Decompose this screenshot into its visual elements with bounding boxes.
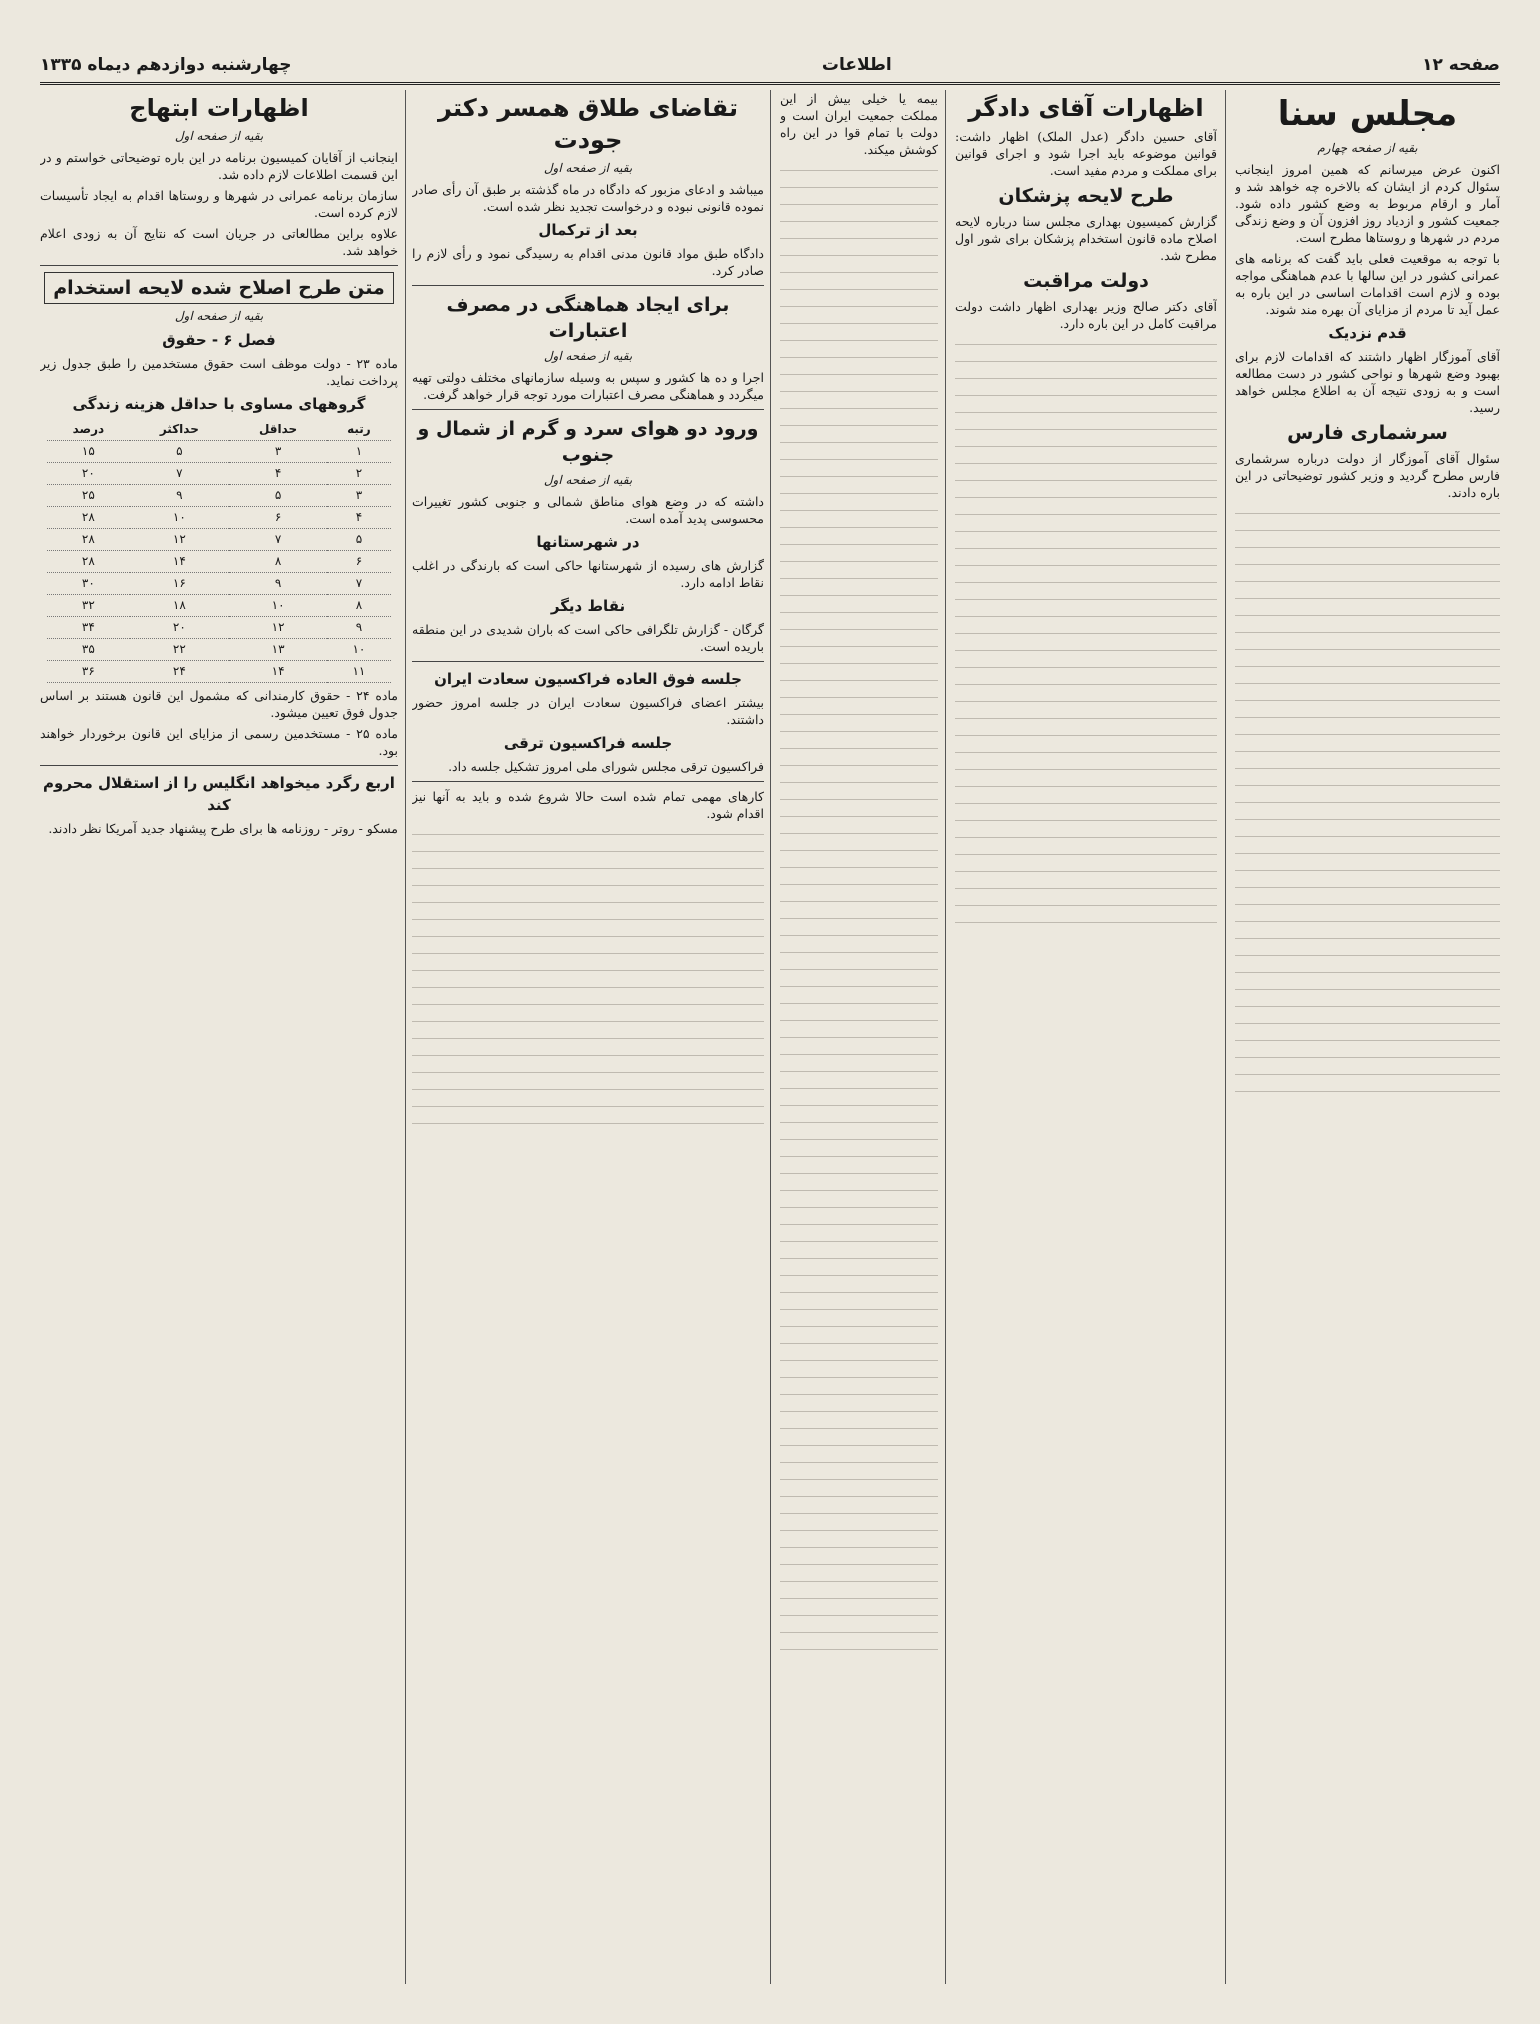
table-row: ۱۱ ۱۴ ۲۴ ۳۶ xyxy=(47,661,391,683)
article-text: میباشد و ادعای مزبور که دادگاه در ماه گذشته بر طبق آن رأی صادر نموده قانونی نبوده و درخواست تجدید نظر شده است. xyxy=(412,182,764,214)
subheading: طرح لایحه پزشکان xyxy=(998,185,1174,207)
text-lines xyxy=(955,338,1217,938)
article-text: دادگاه طبق مواد قانون مدنی اقدام به رسیدگی نمود و رأی لازم را صادر کرد. xyxy=(412,246,764,278)
headline-cold-weather: ورود دو هوای سرد و گرم از شمال و جنوب xyxy=(417,418,759,466)
article-text: با توجه به موقعیت فعلی باید گفت که برنامه های عمرانی کشور در این سالها با عدم هماهنگی مواجه بوده و لازم است اقدامات اساسی در این باره به عمل آید تا مردم از مزایای آن بهره مند شوند. xyxy=(1235,251,1500,317)
headline-employment-bill: متن طرح اصلاح شده لایحه استخدام xyxy=(44,272,394,304)
col-header: رتبه xyxy=(327,419,391,441)
newspaper-name: اطلاعات xyxy=(821,55,892,75)
column-rule xyxy=(405,90,406,1984)
table-row: ۴ ۶ ۱۰ ۲۸ xyxy=(47,507,391,529)
article-text: آقای دکتر صالح وزیر بهداری اظهار داشت دولت مراقبت کامل در این باره دارد. xyxy=(955,299,1217,331)
article-text: اکنون عرض میرسانم که همین امروز اینجانب سئوال کردم از ایشان که بالاخره چه خواهد شد و آمار و ارقام مربوط به وضع کشور داده شود. جمعیت کشور و ازدیاد روز افزون آن و وضع زندگی مردم در شهرها و روستاها مطرح است. xyxy=(1235,162,1500,245)
headline-tribes: برای ایجاد هماهنگی در مصرف اعتبارات xyxy=(446,294,730,342)
table-row: ۹ ۱۲ ۲۰ ۳۴ xyxy=(47,617,391,639)
headline-divorce: تقاضای طلاق همسر دکتر جودت xyxy=(438,94,738,154)
article-text: بیشتر اعضای فراکسیون سعادت ایران در جلسه امروز حضور داشتند. xyxy=(412,695,764,727)
column-left xyxy=(40,90,398,1984)
article-text: علاوه براین مطالعاتی در جریان است که نتایج آن به زودی اعلام خواهد شد. xyxy=(40,226,398,258)
continued-note: بقیه از صفحه اول xyxy=(543,349,633,363)
col-header: حداکثر xyxy=(130,419,230,441)
article-text: آقای آموزگار اظهار داشتند که اقدامات لازم برای بهبود وضع شهرها و نواحی کشور در دست مطالعه است و به زودی نتیجه آن به اطلاع مجلس خواهد رسید. xyxy=(1235,349,1500,415)
subheading: قدم نزدیک xyxy=(1328,324,1407,342)
article-text: ماده ۲۴ - حقوق کارمندانی که مشمول این قانون هستند بر اساس جدول فوق تعیین میشود. xyxy=(40,688,398,720)
table-row: ۲ ۴ ۷ ۲۰ xyxy=(47,463,391,485)
page-number: صفحه ۱۲ xyxy=(1422,55,1500,75)
subheading: نقاط دیگر xyxy=(550,597,626,615)
column-middle xyxy=(780,90,938,1984)
column-senate xyxy=(1235,90,1500,1984)
continued-note: بقیه از صفحه اول xyxy=(543,473,633,487)
article-text: بیمه یا خیلی بیش از این مملکت جمعیت ایران است و دولت با تمام قوا در این راه کوشش میکند. xyxy=(780,91,938,157)
article-text: گزارش های رسیده از شهرستانها حاکی است که بارندگی در اغلب نقاط ادامه دارد. xyxy=(412,558,764,590)
continued-note: بقیه از صفحه چهارم xyxy=(1317,141,1418,155)
article-text: فراکسیون ترقی مجلس شورای ملی امروز تشکیل جلسه داد. xyxy=(448,759,764,774)
text-lines xyxy=(1235,507,1500,1107)
headline-ebtehaj: اظهارات ابتهاج xyxy=(129,94,309,122)
article-text: ماده ۲۳ - دولت موظف است حقوق مستخدمین را طبق جدول زیر پرداخت نماید. xyxy=(40,356,398,388)
headline-senate: مجلس سنا xyxy=(1277,94,1458,134)
column-rule xyxy=(1225,90,1226,1984)
article-text: اجرا و ده ها کشور و سپس به وسیله سازمانهای مختلف دولتی تهیه میگردد و هماهنگی مصرف اعتبارات مورد توجه قرار خواهد گرفت. xyxy=(412,370,764,402)
text-lines xyxy=(412,828,764,1128)
subheading: بعد از ترکمال xyxy=(538,221,638,239)
article-text: مسکو - روتر - روزنامه ها برای طرح پیشنهاد جدید آمریکا نظر دادند. xyxy=(48,821,398,836)
subheading: جلسه فراکسیون ترقی xyxy=(503,734,673,752)
continued-note: بقیه از صفحه اول xyxy=(174,129,264,143)
continued-note: بقیه از صفحه اول xyxy=(174,309,264,323)
headline-conference: جلسه فوق العاده فراکسیون سعادت ایران xyxy=(434,670,742,688)
table-caption: گروههای مساوی با حداقل هزینه زندگی xyxy=(72,395,366,413)
column-rule xyxy=(770,90,771,1984)
table-row: ۳ ۵ ۹ ۲۵ xyxy=(47,485,391,507)
table-row: ۷ ۹ ۱۶ ۳۰ xyxy=(47,573,391,595)
column-dadgar xyxy=(955,90,1217,1984)
subheading: سرشماری فارس xyxy=(1287,422,1448,444)
article-text: گزارش کمیسیون بهداری مجلس سنا درباره لایحه اصلاح ماده قانون استخدام پزشکان برای شور اول مطرح شد. xyxy=(955,214,1217,263)
article-text: ماده ۲۵ - مستخدمین رسمی از مزایای این قانون برخوردار خواهند بود. xyxy=(40,726,398,758)
article-text: کارهای مهمی تمام شده است حالا شروع شده و باید به آنها نیز اقدام شود. xyxy=(412,789,764,821)
subheading: در شهرستانها xyxy=(536,533,640,551)
salary-table xyxy=(47,419,391,683)
table-row: ۶ ۸ ۱۴ ۲۸ xyxy=(47,551,391,573)
article-text: گرگان - گزارش تلگرافی حاکی است که باران شدیدی در این منطقه باریده است. xyxy=(412,622,764,654)
text-lines xyxy=(780,164,938,1664)
table-row: ۱۰ ۱۳ ۲۲ ۳۵ xyxy=(47,639,391,661)
article-text: اینجانب از آقایان کمیسیون برنامه در این باره توضیحاتی خواستم و در این قسمت اطلاعات لازم داده شد. xyxy=(40,150,398,182)
col-header: حداقل xyxy=(229,419,327,441)
article-text: آقای حسین دادگر (عدل الملک) اظهار داشت: قوانین موضوعه باید اجرا شود و اجرای قوانین برای مملکت و مردم مفید است. xyxy=(955,129,1217,178)
subheading: فصل ۶ - حقوق xyxy=(162,331,276,349)
subheading: دولت مراقبت xyxy=(1023,270,1149,292)
col-header: درصد xyxy=(47,419,129,441)
article-text: داشته که در وضع هوای مناطق شمالی و جنوبی کشور تغییرات محسوسی پدید آمده است. xyxy=(412,494,764,526)
headline-dadgar: اظهارات آقای دادگر xyxy=(968,94,1204,122)
column-center xyxy=(412,90,764,1984)
headline-morocco: اربع رگرد میخواهد انگلیس را از استقلال محروم کند xyxy=(43,774,395,814)
continued-note: بقیه از صفحه اول xyxy=(543,161,633,175)
article-text: سئوال آقای آموزگار از دولت درباره سرشماری فارس مطرح گردید و وزیر کشور توضیحاتی در این باره دادند. xyxy=(1235,451,1500,500)
table-row: ۱ ۳ ۵ ۱۵ xyxy=(47,441,391,463)
issue-date: چهارشنبه دوازدهم دیماه ۱۳۳۵ xyxy=(40,55,292,75)
article-text: سازمان برنامه عمرانی در شهرها و روستاها اقدام به ایجاد تأسیسات لازم کرده است. xyxy=(40,188,398,220)
column-rule xyxy=(945,90,946,1984)
masthead xyxy=(40,48,1500,85)
table-row: ۸ ۱۰ ۱۸ ۳۲ xyxy=(47,595,391,617)
table-row: ۵ ۷ ۱۲ ۲۸ xyxy=(47,529,391,551)
